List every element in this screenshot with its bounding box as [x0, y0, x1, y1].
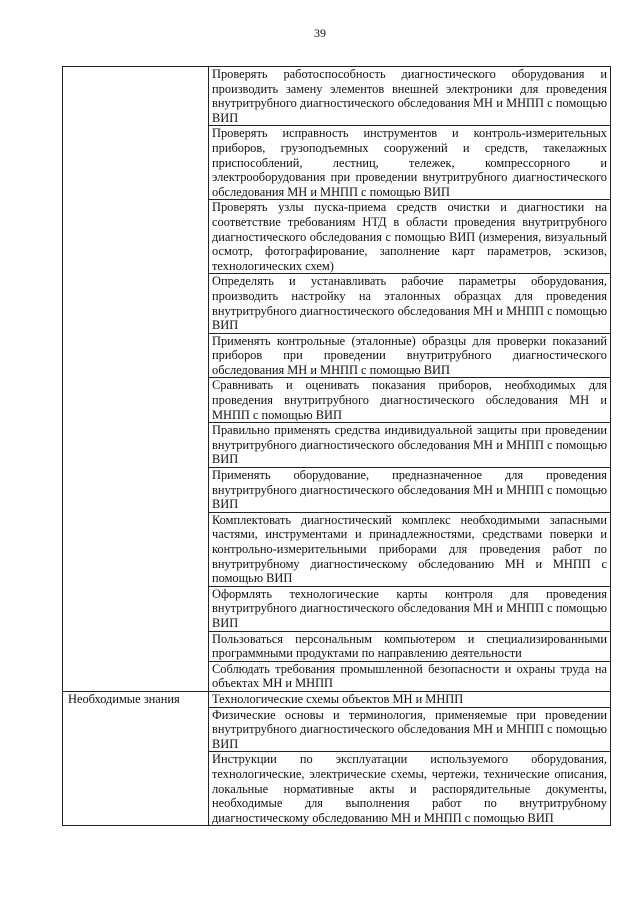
- table-row: [63, 691, 611, 707]
- page-number: 39: [314, 26, 326, 40]
- section-label: Необходимые знания: [68, 691, 180, 706]
- table-cell: Проверять узлы пуска-приема средств очистки и диагностики на соответствие требованиям НТД в области проведения внутритрубного диагностического обследования с помощью ВИП (измерения, визуальный осмотр, фотографирование, заполнение карт параметров, эскизов, технологических схем): [209, 200, 611, 274]
- table-cell: Правильно применять средства индивидуальной защиты при проведении внутритрубного диагностического обследования МН и МНПП с помощью ВИП: [209, 423, 611, 468]
- table-cell: Проверять работоспособность диагностического оборудования и производить замену элементов внешней электроники для проведения внутритрубного диагностического обследования МН и МНПП с помощью ВИП: [209, 67, 611, 126]
- table-cell: Инструкции по эксплуатации используемого оборудования, технологические, электрические схемы, чертежи, технические описания, локальные нормативные акты и распорядительные документы, необходимые для выполнения работ по внутритрубному диагностическому обследованию МН и МНПП с помощью ВИП: [209, 752, 611, 826]
- table-cell: Проверять исправность инструментов и контроль-измерительных приборов, грузоподъемных сооружений и средств, такелажных приспособлений, лестниц, тележек, компрессорного и электрооборудования при проведении внутритрубного диагностического обследования МН и МНПП с помощью ВИП: [209, 126, 611, 200]
- skills-label-cell: [63, 67, 209, 692]
- table-cell: Применять оборудование, предназначенное для проведения внутритрубного диагностического обследования МН и МНПП с помощью ВИП: [209, 468, 611, 513]
- table-cell: Соблюдать требования промышленной безопасности и охраны труда на объектах МН и МНПП: [209, 661, 611, 691]
- table-cell: Применять контрольные (эталонные) образцы для проверки показаний приборов при проведении внутритрубного диагностического обследования МН и МНПП с помощью ВИП: [209, 333, 611, 378]
- table-cell: Оформлять технологические карты контроля для проведения внутритрубного диагностического обследования МН и МНПП с помощью ВИП: [209, 586, 611, 631]
- knowledge-label-cell: [63, 691, 209, 825]
- table-cell: Технологические схемы объектов МН и МНПП: [209, 691, 611, 707]
- table-cell: Определять и устанавливать рабочие параметры оборудования, производить настройку на эталонных образцах для проведения внутритрубного диагностического обследования МН и МНПП с помощью ВИП: [209, 274, 611, 333]
- table-cell: Пользоваться персональным компьютером и специализированными программными продуктами по направлению деятельности: [209, 631, 611, 661]
- table-cell: Сравнивать и оценивать показания приборов, необходимых для проведения внутритрубного диагностического обследования МН и МНПП с помощью ВИП: [209, 378, 611, 423]
- table-cell: Комплектовать диагностический комплекс необходимыми запасными частями, инструментами и принадлежностями, средствами поверки и контрольно-измерительными приборами для проведения работ по внутритрубному диагностическому обследованию МН и МНПП с помощью ВИП: [209, 512, 611, 586]
- table-cell: Физические основы и терминология, применяемые при проведении внутритрубного диагностического обследования МН и МНПП с помощью ВИП: [209, 707, 611, 752]
- table-row: [63, 67, 611, 126]
- requirements-table: [62, 66, 611, 826]
